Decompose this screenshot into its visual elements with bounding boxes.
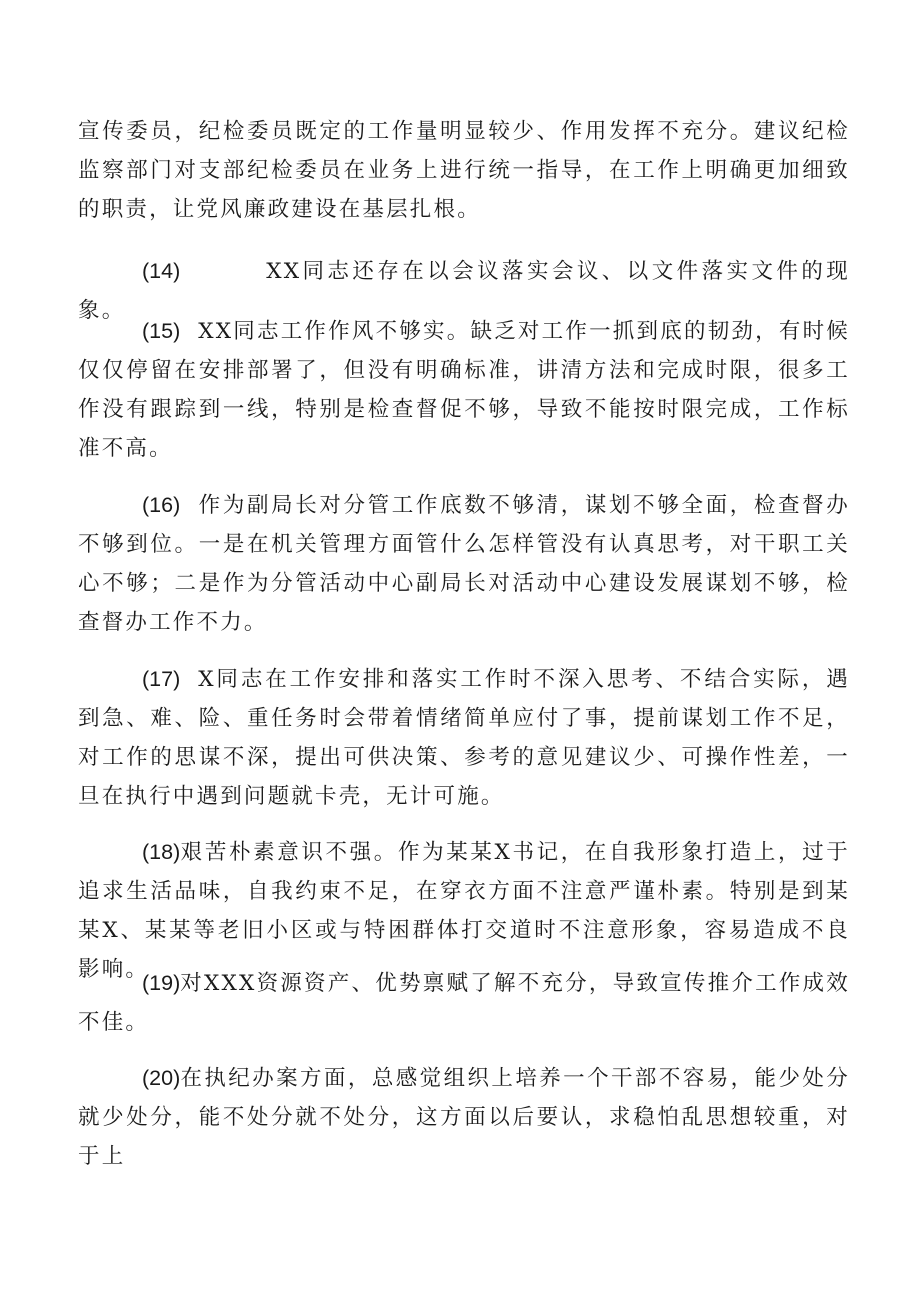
paragraph-19 [78,964,850,1042]
paragraph-16 [78,486,850,642]
item-number: (14) [142,259,181,283]
paragraph-continuation [78,112,850,229]
paragraph-text: X同志在工作安排和落实工作时不深入思考、不结合实际，遇到急、难、险、重任务时会带着情绪简单应付了事，提前谋划工作不足，对工作的思谋不深，提出可供决策、参考的意见建议少、可操作性差，一旦在执行中遇到问题就卡壳，无计可施。 [78,667,850,809]
paragraph-text: 作为副局长对分管工作底数不够清，谋划不够全面，检查督办不够到位。一是在机关管理方面管什么怎样管没有认真思考，对干职工关心不够；二是作为分管活动中心副局长对活动中心建设发展谋划不够，检查督办工作不力。 [78,493,850,635]
paragraph-17 [78,660,850,816]
paragraph-text: 在执纪办案方面，总感觉组织上培养一个干部不容易，能少处分就少处分，能不处分就不处分，这方面以后要认，求稳怕乱思想较重，对于上 [78,1066,850,1169]
item-number: (20) [142,1066,181,1090]
item-number: (17) [142,667,181,691]
paragraph-text: 宣传委员，纪检委员既定的工作量明显较少、作用发挥不充分。建议纪检监察部门对支部纪检委员在业务上进行统一指导，在工作上明确更加细致的职责，让党风廉政建设在基层扎根。 [78,119,850,222]
paragraph-20 [78,1059,850,1176]
paragraph-text: XX同志工作作风不够实。缺乏对工作一抓到底的韧劲，有时候仅仅停留在安排部署了，但没有明确标准，讲清方法和完成时限，很多工作没有跟踪到一线，特别是检查督促不够，导致不能按时限完成，工作标准不高。 [78,319,850,461]
paragraph-text: 艰苦朴素意识不强。作为某某X书记，在自我形象打造上，过于追求生活品味，自我约束不足，在穿衣方面不注意严谨朴素。特别是到某某X、某某等老旧小区或与特困群体打交道时不注意形象，容易造成不良影响。 [78,840,850,982]
paragraph-text: 对XXX资源资产、优势禀赋了解不充分，导致宣传推介工作成效不佳。 [78,971,850,1035]
item-number: (15) [142,319,181,343]
item-number: (18) [142,840,181,864]
paragraph-text: XX同志还存在以会议落实会议、以文件落实文件的现象。 [78,259,850,323]
paragraph-15 [78,312,850,468]
item-number: (16) [142,493,181,517]
item-number: (19) [142,971,181,995]
